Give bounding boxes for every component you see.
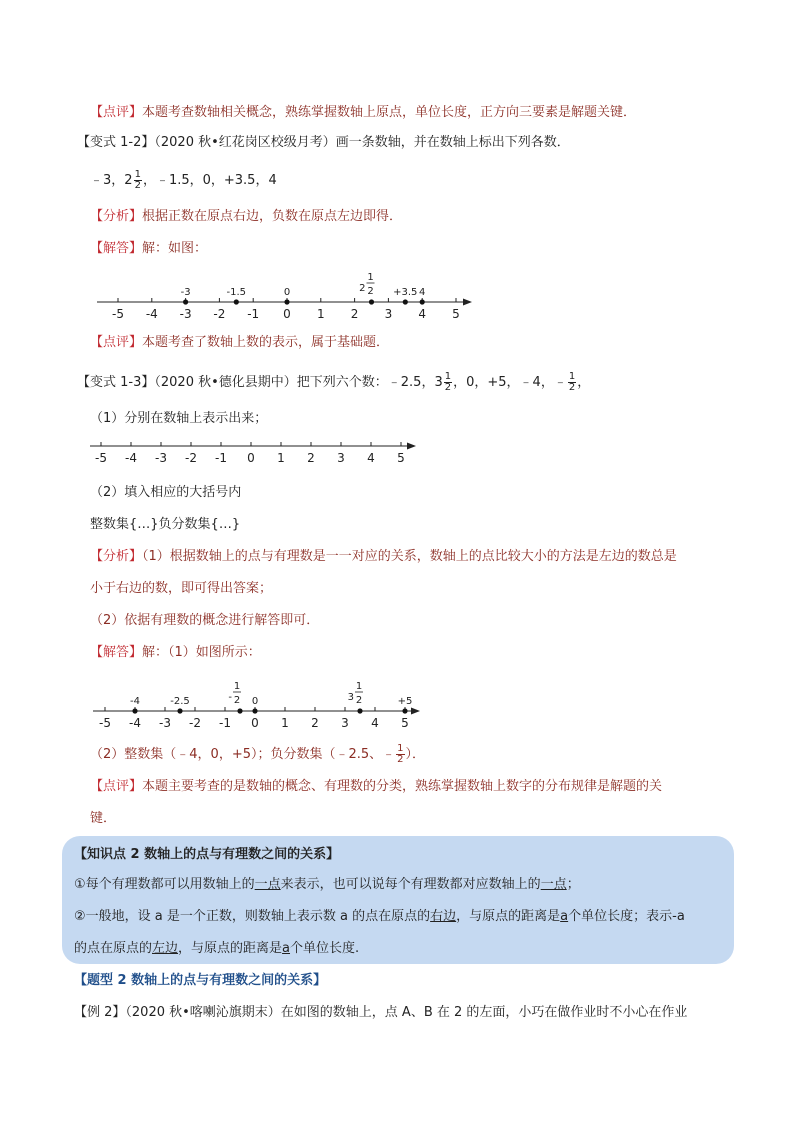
- denominator: 2: [444, 382, 452, 393]
- mixed-whole: 2: [124, 173, 133, 188]
- point-label: +3.5: [393, 287, 418, 298]
- tick-label: 0: [283, 307, 291, 321]
- analysis-text: 根据正数在原点右边，负数在原点左边即得．: [142, 209, 403, 224]
- numerator: 1: [568, 371, 576, 382]
- part-2: （2）填入相应的大括号内: [90, 485, 242, 500]
- variant-question: ，: [577, 375, 591, 390]
- knowledge-text: ；: [566, 877, 580, 892]
- axis-point: [177, 708, 182, 713]
- tick-label: 1: [281, 716, 289, 730]
- knowledge-text: ，与原点的距离是: [178, 941, 283, 956]
- variant-question: 把下列六个数：﹣2.5，: [296, 375, 435, 390]
- axis-point: [132, 708, 137, 713]
- point-label: -1.5: [226, 287, 247, 298]
- axis-point: [357, 708, 362, 713]
- analysis-text: 小于右边的数，即可得出答案；: [90, 581, 273, 596]
- underlined-blank: 一点: [540, 877, 567, 892]
- point-label: -: [228, 692, 232, 703]
- point-label: -4: [130, 696, 140, 707]
- answer-text: 解：如图：: [142, 241, 208, 256]
- tick-label: 4: [418, 307, 427, 321]
- denominator: 2: [397, 754, 404, 765]
- tick-label: -5: [99, 716, 111, 730]
- variant-tag: 【变式 1-2】: [77, 135, 155, 150]
- analysis-tag: 【分析】: [90, 209, 143, 224]
- point-label: 0: [251, 696, 259, 707]
- tick-label: -4: [125, 451, 137, 465]
- tick-label: 5: [452, 307, 460, 321]
- numerator: 1: [397, 743, 404, 754]
- axis-arrow: [411, 708, 420, 715]
- tick-label: -2: [213, 307, 226, 321]
- fraction: [396, 744, 404, 765]
- denominator: 2: [568, 382, 576, 393]
- denominator: 2: [134, 180, 141, 191]
- knowledge-text: 来表示，也可以说每个有理数都对应数轴上的: [280, 877, 541, 892]
- axis-point: [237, 708, 242, 713]
- underlined-blank: 一点: [254, 877, 281, 892]
- tick-label: -4: [145, 307, 158, 321]
- tick-label: 1: [316, 307, 325, 321]
- tick-label: 3: [384, 307, 393, 321]
- variant-source: （2020 秋•德化县期中）: [154, 375, 297, 390]
- example-source: （2020 秋•喀喇沁旗期末）: [125, 1005, 281, 1020]
- sets-line: 整数集{…}负分数集{…}: [90, 517, 241, 532]
- tick-label: -1: [215, 451, 227, 465]
- mixed-whole: 3: [434, 375, 443, 390]
- numerator: 1: [444, 371, 452, 382]
- tick-label: 4: [371, 716, 379, 730]
- tick-label: 1: [277, 451, 285, 465]
- point-label: 0: [283, 287, 291, 298]
- point-label: +5: [397, 696, 413, 707]
- tick-label: -4: [129, 716, 141, 730]
- tick-label: 5: [401, 716, 409, 730]
- tick-label: 0: [247, 451, 255, 465]
- point-label: 3: [347, 692, 354, 703]
- knowledge-text: 个单位长度；表示-a: [568, 909, 685, 924]
- comment-line: [90, 778, 662, 796]
- comment-tag: 【点评】: [90, 779, 143, 794]
- answer-2-line: [90, 744, 425, 765]
- point-label: 4: [419, 287, 426, 298]
- answer-text: 解：（1）如图所示：: [142, 645, 261, 660]
- tick-label: 3: [337, 451, 345, 465]
- tick-label: 3: [341, 716, 349, 730]
- point-label-numerator: 1: [233, 681, 241, 692]
- variant-question: ，0，+5，﹣4，﹣: [453, 375, 567, 390]
- underlined-blank: a: [282, 941, 291, 956]
- answer-tag: 【解答】: [90, 645, 143, 660]
- point-label: -2.5: [170, 696, 190, 707]
- part-1: （1）分别在数轴上表示出来；: [90, 411, 268, 426]
- variant-source: （2020 秋•红花岗区校级月考）: [154, 135, 336, 150]
- axis-point: [402, 708, 407, 713]
- tick-label: -1: [247, 307, 260, 321]
- underlined-blank: 左边: [152, 941, 179, 956]
- point-label-denominator: 2: [367, 286, 374, 297]
- numerator: 1: [134, 169, 141, 180]
- tick-label: 0: [251, 716, 259, 730]
- underlined-blank: 右边: [430, 909, 457, 924]
- comment-text: 本题考查了数轴上数的表示，属于基础题．: [142, 335, 390, 350]
- tick-label: -2: [189, 716, 201, 730]
- point-label-denominator: 2: [355, 695, 363, 706]
- numbers-text: ﹣3，: [90, 173, 125, 188]
- tick-label: 2: [350, 307, 359, 321]
- knowledge-text: 的点在原点的: [74, 941, 153, 956]
- comment-text: 本题考查数轴相关概念，熟练掌握数轴上原点，单位长度，正方向三要素是解题关键．: [142, 105, 637, 120]
- knowledge-line-2: [74, 908, 685, 926]
- analysis-text: （1）根据数轴上的点与有理数是一一对应的关系，数轴上的点比较大小的方法是左边的数总是: [142, 549, 677, 564]
- type-2-title: 【题型 2 数轴上的点与有理数之间的关系】: [74, 973, 327, 988]
- tick-label: 4: [367, 451, 375, 465]
- knowledge-title: 【知识点 2 数轴上的点与有理数之间的关系】: [74, 847, 340, 862]
- comment-text: 本题主要考查的是数轴的概念、有理数的分类，熟练掌握数轴上数字的分布规律是解题的关: [142, 779, 663, 794]
- tick-label: -5: [112, 307, 124, 321]
- tick-label: 2: [307, 451, 315, 465]
- tick-label: -3: [155, 451, 167, 465]
- point-label-numerator: 1: [355, 681, 363, 692]
- point-label-denominator: 2: [233, 695, 241, 706]
- underlined-blank: a: [560, 909, 569, 924]
- point-label-numerator: 1: [367, 272, 374, 283]
- axis-point: [252, 708, 257, 713]
- point-label: 2: [359, 283, 366, 294]
- tick-label: -3: [159, 716, 171, 730]
- numbers-text: ，﹣1.5，0，+3.5，4: [142, 173, 277, 188]
- answer-text: ）．: [405, 747, 426, 762]
- analysis-tag: 【分析】: [90, 549, 143, 564]
- knowledge-text: ①每个有理数都可以用数轴上的: [74, 877, 255, 892]
- variant-tag: 【变式 1-3】: [77, 375, 155, 390]
- point-label: -3: [180, 287, 191, 298]
- knowledge-text: ②一般地，设 a 是一个正数，则数轴上表示数 a 的点在原点的: [74, 909, 431, 924]
- comment-text: 键．: [90, 811, 117, 826]
- answer-text: （2）整数集（﹣4，0，+5）；负分数集（﹣2.5、﹣: [90, 747, 396, 762]
- tick-label: -5: [95, 451, 107, 465]
- knowledge-text: ，与原点的距离是: [456, 909, 561, 924]
- knowledge-text: 个单位长度.: [290, 941, 360, 956]
- tick-label: -1: [219, 716, 231, 730]
- tick-label: -3: [179, 307, 192, 321]
- variant-question: 画一条数轴，并在数轴上标出下列各数．: [335, 135, 570, 150]
- answer-tag: 【解答】: [90, 241, 143, 256]
- tick-label: 5: [397, 451, 405, 465]
- analysis-text: （2）依据有理数的概念进行解答即可．: [90, 613, 320, 628]
- example-2-line: [74, 1004, 687, 1022]
- comment-tag: 【点评】: [90, 105, 143, 120]
- tick-label: -2: [185, 451, 197, 465]
- example-tag: 【例 2】: [74, 1005, 126, 1020]
- tick-label: 2: [311, 716, 319, 730]
- comment-tag: 【点评】: [90, 335, 143, 350]
- example-text: 在如图的数轴上，点 A、B 在 2 的左面，小巧在做作业时不小心在作业: [280, 1005, 688, 1020]
- knowledge-line-1: [74, 876, 580, 894]
- knowledge-line-3: [74, 940, 359, 958]
